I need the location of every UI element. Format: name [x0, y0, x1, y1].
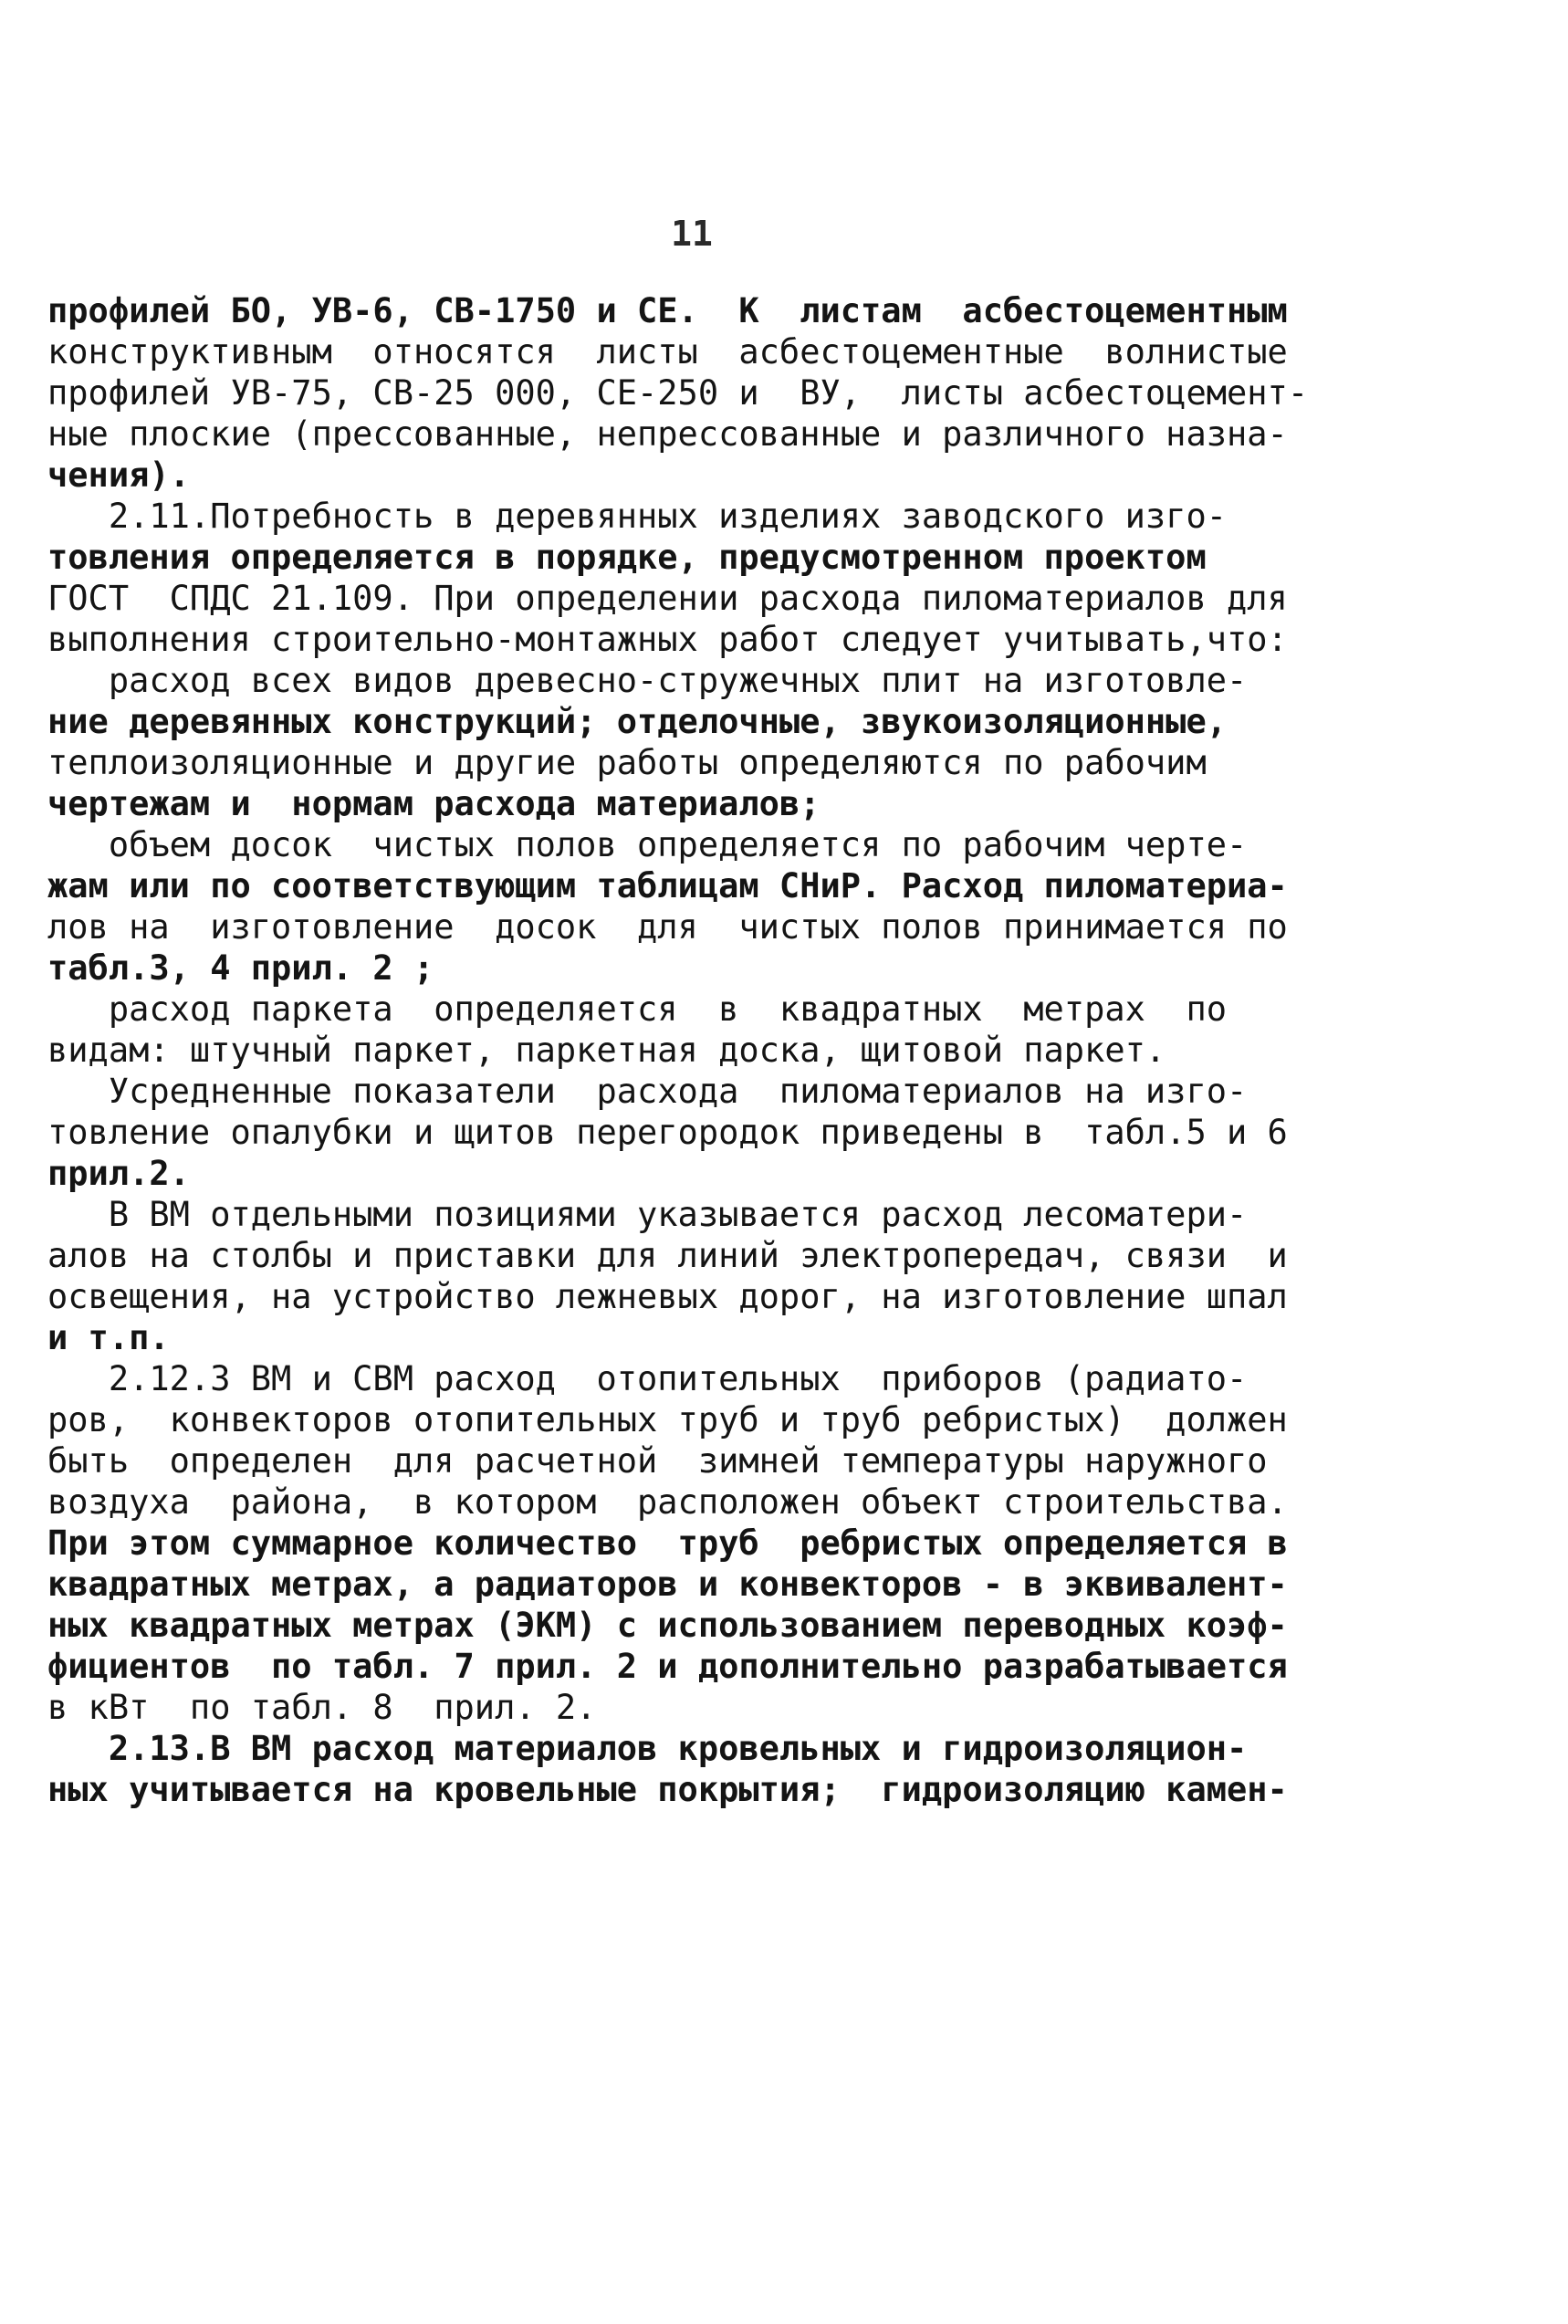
- text-line: 2.11.Потребность в деревянных изделиях заводского изго-: [47, 497, 1228, 536]
- text-line: видам: штучный паркет, паркетная доска, щитовой паркет.: [47, 1031, 1166, 1070]
- text-line: прил.2.: [47, 1154, 190, 1193]
- text-line: 2.12.З ВМ и СВМ расход отопительных приборов (радиато-: [47, 1359, 1248, 1398]
- text-line: и т.п.: [47, 1318, 170, 1357]
- text-line: чертежам и нормам расхода материалов;: [47, 784, 821, 823]
- text-line: выполнения строительно-монтажных работ следует учитывать,что:: [47, 620, 1288, 659]
- text-line: освещения, на устройство лежневых дорог, на изготовление шпал: [47, 1277, 1288, 1316]
- body-text: [47, 290, 1325, 1810]
- text-line: товления определяется в порядке, предусмотренном проектом: [47, 538, 1207, 577]
- text-line: 2.13.В ВМ расход материалов кровельных и гидроизоляцион-: [47, 1729, 1248, 1768]
- text-line: воздуха района, в котором расположен объект строительства.: [47, 1482, 1288, 1522]
- text-line: фициентов по табл. 7 прил. 2 и дополнительно разрабатывается: [47, 1647, 1288, 1686]
- text-line: теплоизоляционные и другие работы определяются по рабочим: [47, 743, 1207, 782]
- text-line: лов на изготовление досок для чистых полов принимается по: [47, 907, 1288, 947]
- text-line: ные плоские (прессованные, непрессованные и различного назна-: [47, 414, 1288, 454]
- text-line: быть определен для расчетной зимней температуры наружного: [47, 1441, 1268, 1481]
- text-line: табл.3, 4 прил. 2 ;: [47, 948, 434, 988]
- text-line: конструктивным относятся листы асбестоцементные волнистые: [47, 332, 1288, 372]
- text-line: расход всех видов древесно-стружечных плит на изготовле-: [47, 661, 1248, 700]
- text-line: товление опалубки и щитов перегородок приведены в табл.5 и 6: [47, 1113, 1288, 1152]
- text-line: В ВМ отдельными позициями указывается расход лесоматери-: [47, 1195, 1248, 1234]
- text-line: жам или по соответствующим таблицам СНиР. Расход пиломатериа-: [47, 866, 1288, 906]
- text-line: профилей УВ-75, СВ-25 000, СЕ-250 и ВУ, листы асбестоцемент-: [47, 373, 1309, 413]
- text-line: ных учитывается на кровельные покрытия; гидроизоляцию камен-: [47, 1770, 1288, 1809]
- text-line: расход паркета определяется в квадратных метрах по: [47, 989, 1228, 1029]
- text-line: алов на столбы и приставки для линий электропередач, связи и: [47, 1236, 1288, 1275]
- text-line: в кВт по табл. 8 прил. 2.: [47, 1688, 597, 1727]
- text-line: объем досок чистых полов определяется по рабочим черте-: [47, 825, 1248, 864]
- page-number: 11: [671, 214, 713, 254]
- text-line: чения).: [47, 455, 190, 495]
- text-line: квадратных метрах, а радиаторов и конвекторов - в эквивалент-: [47, 1565, 1288, 1604]
- text-line: профилей БО, УВ-6, СВ-1750 и СЕ. К листам асбестоцементным: [47, 291, 1288, 330]
- text-line: При этом суммарное количество труб ребристых определяется в: [47, 1523, 1288, 1563]
- text-line: Усредненные показатели расхода пиломатериалов на изго-: [47, 1072, 1248, 1111]
- text-line: ных квадратных метрах (ЭКМ) с использованием переводных коэф-: [47, 1606, 1288, 1645]
- text-line: ров, конвекторов отопительных труб и труб ребристых) должен: [47, 1400, 1288, 1439]
- text-line: ГОСТ СПДС 21.109. При определении расхода пиломатериалов для: [47, 579, 1288, 618]
- text-line: ние деревянных конструкций; отделочные, звукоизоляционные,: [47, 702, 1228, 741]
